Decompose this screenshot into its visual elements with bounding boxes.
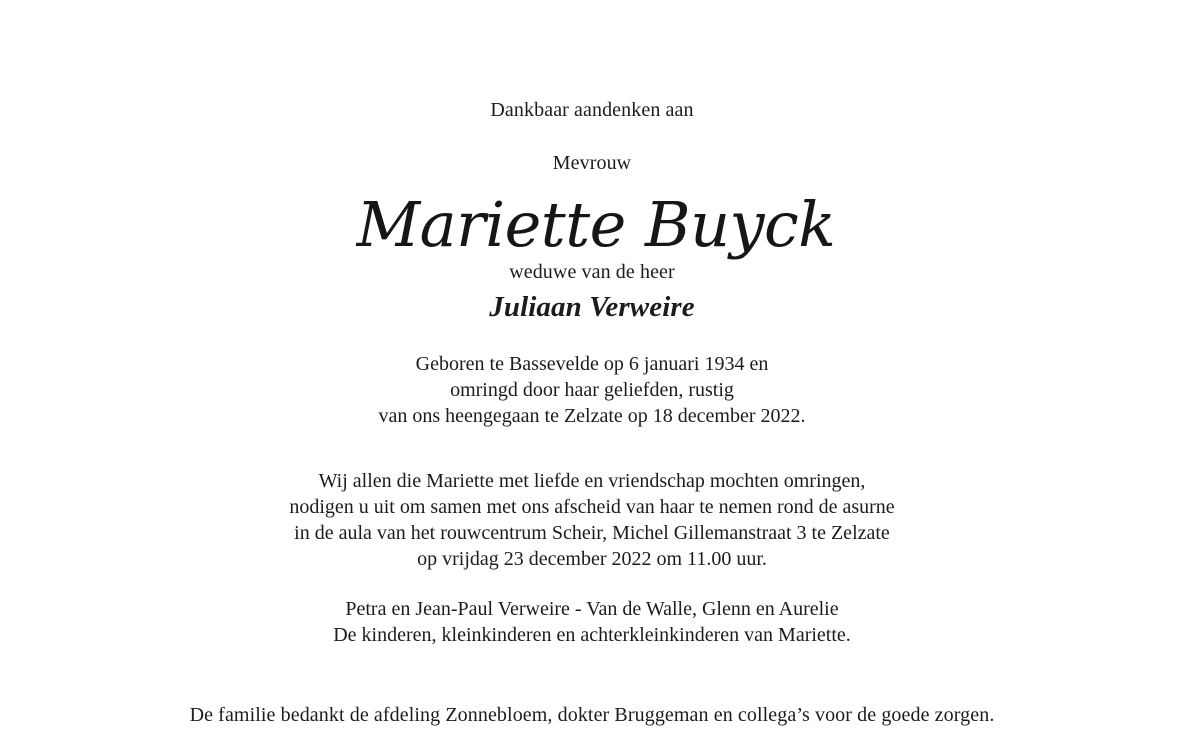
widow-line: weduwe van de heer [509,261,675,283]
honorific: Mevrouw [552,152,632,174]
paragraph-line: omringd door haar geliefden, rustig [450,379,734,401]
paragraph-line: in de aula van het rouwcentrum Scheir, Michel Gillemanstraat 3 te Zelzate [294,522,890,544]
intro-line: Dankbaar aandenken aan [490,99,694,121]
ceremony-paragraph [0,468,1184,572]
paragraph-line: op vrijdag 23 december 2022 om 11.00 uur. [417,548,767,570]
deceased-name: Mariette Buyck [356,188,836,261]
paragraph-line: nodigen u uit om samen met ons afscheid van haar te nemen rond de asurne [289,496,895,518]
paragraph-line: Petra en Jean-Paul Verweire - Van de Walle, Glenn en Aurelie [345,598,839,620]
paragraph-line: Geboren te Bassevelde op 6 januari 1934 en [415,353,769,375]
thanks-line: De familie bedankt de afdeling Zonnebloem, dokter Bruggeman en collega’s voor de goede zorgen. [189,704,995,726]
paragraph-line: De kinderen, kleinkinderen en achterkleinkinderen van Mariette. [333,624,851,646]
paragraph-line: Wij allen die Mariette met liefde en vriendschap mochten omringen, [318,470,866,492]
family-paragraph [0,596,1184,648]
paragraph-line: van ons heengegaan te Zelzate op 18 december 2022. [378,405,806,427]
birth-death-paragraph [0,351,1184,429]
husband-name: Juliaan Verweire [489,291,695,323]
